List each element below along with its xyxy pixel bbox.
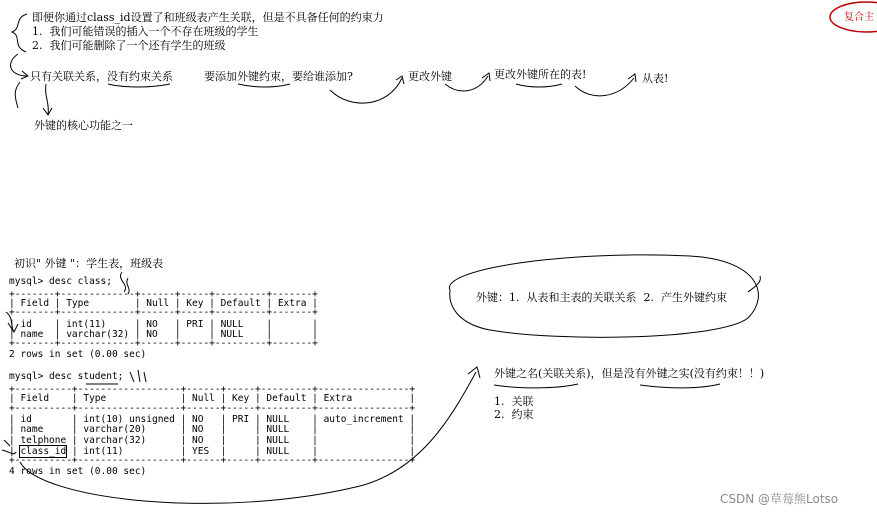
flow-step-2: 要添加外键约束，要给谁添加? <box>204 70 353 83</box>
class-sep-top: +-------+-------------+------+-----+---------+-------+ <box>9 289 318 300</box>
row-prefix: | <box>9 446 21 457</box>
student-command: mysql> desc student; <box>9 371 124 382</box>
right-note-item-2: 2. 约束 <box>494 408 534 421</box>
class-sep-mid: +-------+-------------+------+-----+---------+-------+ <box>9 307 318 318</box>
row-rest: | int(11) | YES | | NULL | | <box>66 446 416 457</box>
class-sep-bottom: +-------+-------------+------+-----+---------+-------+ <box>9 338 318 349</box>
flow-step-1: 只有关联关系，没有约束关系 <box>30 70 173 83</box>
student-row-id: | id | int(10) unsigned | NO | PRI | NULL | auto_increment | <box>9 414 416 425</box>
right-note-item-1: 1. 关联 <box>494 395 534 408</box>
class-command: mysql> desc class; <box>9 276 112 287</box>
student-header: | Field | Type | Null | Key | Default | Extra | <box>9 393 416 404</box>
class-footer: 2 rows in set (0.00 sec) <box>9 349 147 360</box>
top-note-line-2: 1. 我们可能错误的插入一个不存在班级的学生 <box>32 25 259 38</box>
student-row-name: | name | varchar(20) | NO | | NULL | | <box>9 424 416 435</box>
class-header: | Field | Type | Null | Key | Default | Extra | <box>9 298 318 309</box>
flow-step-3: 更改外键 <box>408 70 452 83</box>
intro-heading: 初识" 外键 "：学生表，班级表 <box>14 257 164 270</box>
student-sep-mid: +----------+------------------+------+-----+---------+----------------+ <box>9 403 416 414</box>
flow-core-note: 外键的核心功能之一 <box>34 119 133 132</box>
student-row-telphone: | telphone | varchar(32) | NO | | NULL | | <box>9 435 416 446</box>
corner-label: 复合主 <box>844 12 874 23</box>
right-note-title: 外键之名(关联关系)，但是没有外键之实(没有约束！！) <box>494 367 765 380</box>
student-sep-bottom: +----------+------------------+------+-----+---------+----------------+ <box>9 455 416 466</box>
class-id-field-highlight: class_id <box>20 446 67 457</box>
watermark: CSDN @草莓熊Lotso <box>720 492 839 506</box>
class-row-id: | id | int(11) | NO | PRI | NULL | | <box>9 319 318 330</box>
flow-step-4: 更改外键所在的表! <box>494 68 587 81</box>
top-note-line-1: 即便你通过class_id设置了和班级表产生关联，但是不具备任何的约束力 <box>32 11 384 24</box>
flow-step-5: 从表! <box>642 72 669 85</box>
student-footer: 4 rows in set (0.00 sec) <box>9 466 147 477</box>
class-row-name: | name | varchar(32) | NO | | NULL | | <box>9 329 318 340</box>
student-sep-top: +----------+------------------+------+-----+---------+----------------+ <box>9 384 416 395</box>
foreign-key-bubble-text: 外键：1. 从表和主表的关联关系 2. 产生外键约束 <box>476 291 727 304</box>
top-note-line-3: 2. 我们可能删除了一个还有学生的班级 <box>32 39 226 52</box>
